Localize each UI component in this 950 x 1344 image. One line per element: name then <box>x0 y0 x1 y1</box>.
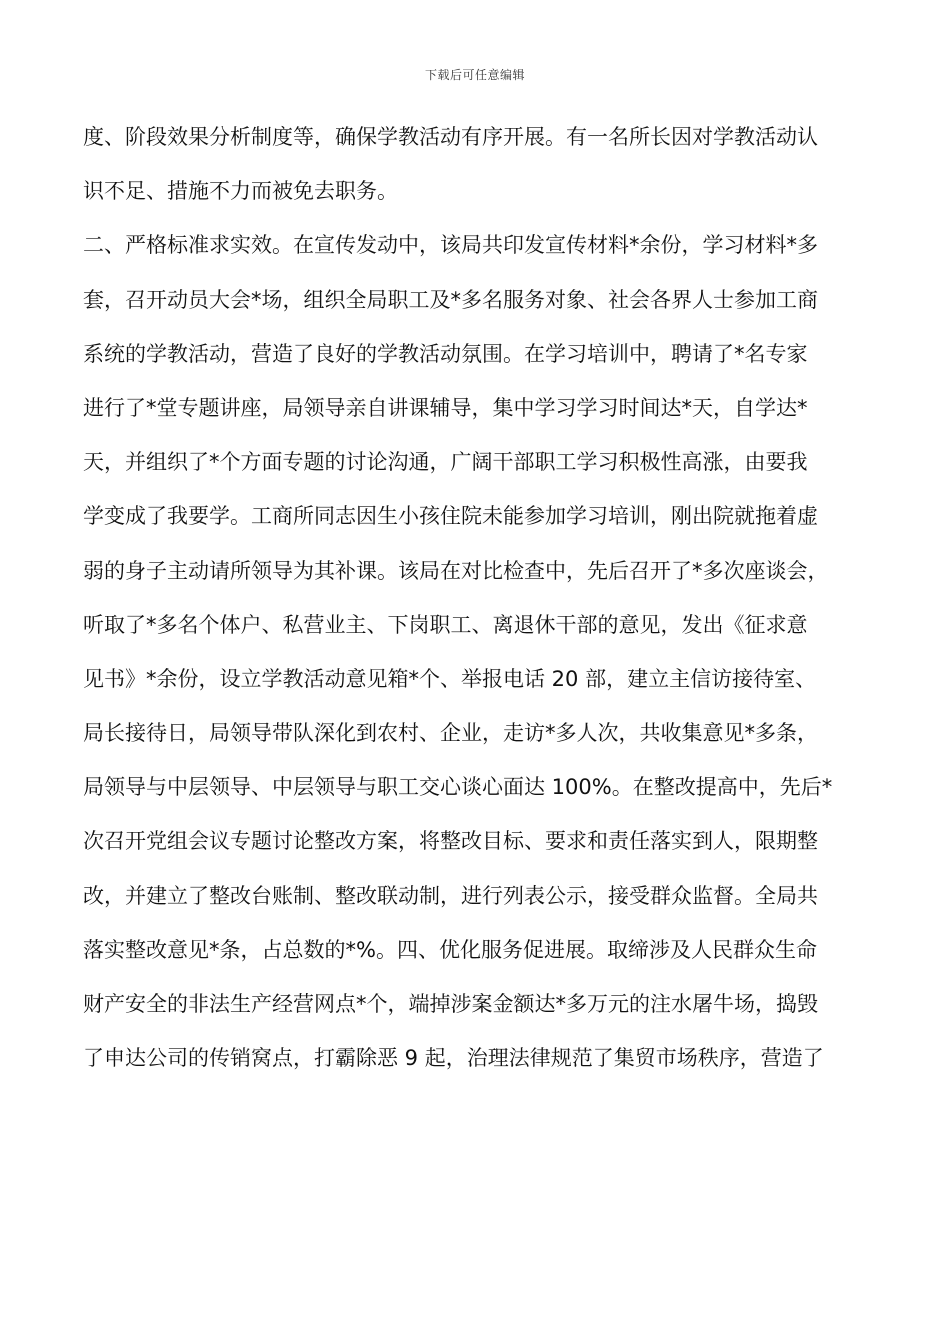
text-line: 听取了*多名个体户、私营业主、下岗职工、离退休干部的意见，发出《征求意 <box>83 612 808 637</box>
text-line: 度、阶段效果分析制度等，确保学教活动有序开展。有一名所长因对学教活动认 <box>83 125 818 149</box>
text-line: 天，并组织了*个方面专题的讨论沟通，广阔干部职工学习积极性高涨，由要我 <box>83 450 808 475</box>
text-line: 了申达公司的传销窝点，打霸除恶 9 起，治理法律规范了集贸市场秩序，营造了 <box>83 1046 824 1071</box>
text-line: 落实整改意见*条，占总数的*%。四、优化服务促进展。取缔涉及人民群众生命 <box>83 937 817 962</box>
text-line: 改，并建立了整改台账制、整改联动制，进行列表公示，接受群众监督。全局共 <box>83 883 818 908</box>
text-line: 局长接待日，局领导带队深化到农村、企业，走访*多人次，共收集意见*多条， <box>83 721 818 746</box>
text-line: 财产安全的非法生产经营网点*个，端掉涉案金额达*多万元的注水屠牛场，捣毁 <box>83 992 818 1016</box>
text-line: 二、严格标准求实效。在宣传发动中，该局共印发宣传材料*余份，学习材料*多 <box>83 233 818 258</box>
text-line: 套，召开动员大会*场，组织全局职工及*多名服务对象、社会各界人士参加工商 <box>83 287 818 312</box>
text-line: 学变成了我要学。工商所同志因生小孩住院未能参加学习培训，刚出院就拖着虚 <box>83 504 818 529</box>
document-body <box>83 110 883 1085</box>
text-line: 识不足、措施不力而被免去职务。 <box>83 179 398 204</box>
page-header: 下载后可任意编辑 <box>424 68 525 82</box>
text-line: 次召开党组会议专题讨论整改方案，将整改目标、要求和责任落实到人，限期整 <box>83 829 818 854</box>
text-line: 弱的身子主动请所领导为其补课。该局在对比检查中，先后召开了*多次座谈会， <box>83 558 829 583</box>
text-line: 进行了*堂专题讲座，局领导亲自讲课辅导，集中学习学习时间达*天，自学达* <box>83 395 808 420</box>
text-line: 局领导与中层领导、中层领导与职工交心谈心面达 100%。在整改提高中，先后* <box>83 775 833 800</box>
text-line: 见书》*余份，设立学教活动意见箱*个、举报电话 20 部，建立主信访接待室、 <box>83 666 817 691</box>
text-line: 系统的学教活动，营造了良好的学教活动氛围。在学习培训中，聘请了*名专家 <box>83 341 808 366</box>
